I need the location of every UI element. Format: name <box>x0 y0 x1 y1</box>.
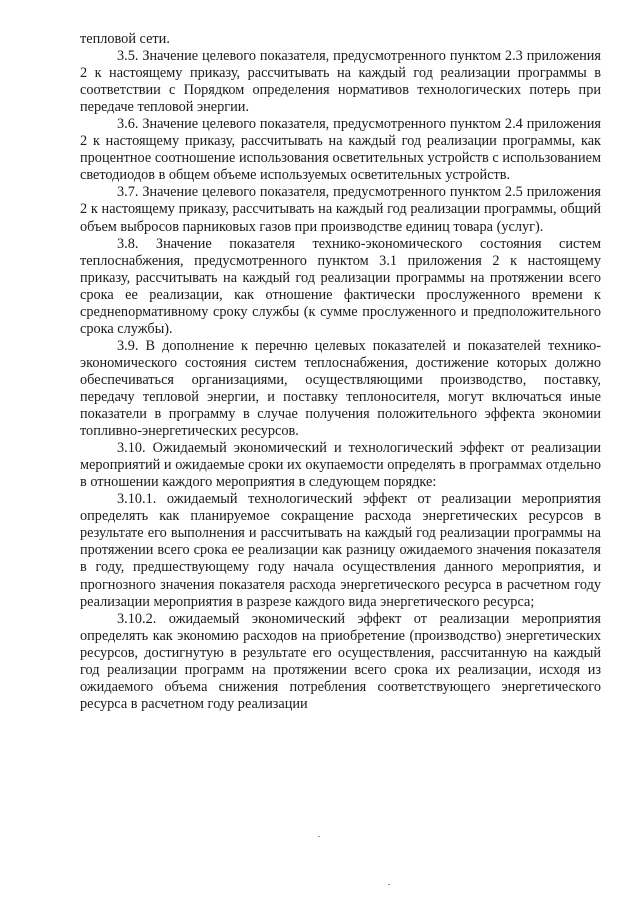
paragraph-3-9: 3.9. В дополнение к перечню целевых показателей и показателей технико-экономического состояния систем теплоснабжения, достижение которых должно обеспечиваться организациями, осуществляющими производство, поставку, передачу тепловой энергии, и поставку теплоносителя, могут включаться иные показатели в программу в случае получения положительного эффекта экономии топливно-энергетических ресурсов. <box>80 337 601 440</box>
scan-speck <box>318 836 320 837</box>
paragraph-3-5: 3.5. Значение целевого показателя, предусмотренного пунктом 2.3 приложения 2 к настоящему приказу, рассчитывать на каждый год реализации программы в соответствии с Порядком определения нормативов технологических потерь при передаче тепловой энергии. <box>80 48 601 116</box>
paragraph-continuation: тепловой сети. <box>80 31 170 47</box>
paragraph-3-10-1: 3.10.1. ожидаемый технологический эффект от реализации мероприятия определять как планируемое сокращение расхода энергетических ресурсов в результате его выполнения и рассчитывать на каждый год реализации программы на протяжении всего срока ее реализации как разницу ожидаемого значения показателя в году, предшествующему году начала осуществления данного мероприятия, и прогнозного значения показателя расхода энергетического ресурса в расчетном году реализации мероприятия в разрезе каждого вида энергетического ресурса; <box>80 491 601 610</box>
paragraph-3-8: 3.8. Значение показателя технико-экономического состояния систем теплоснабжения, предусмотренного пунктом 3.1 приложения 2 к настоящему приказу, рассчитывать на каждый год реализации программы на протяжении всего срока ее реализации, как отношение фактически прослуженного времени к среднenормативному сроку службы (к сумме прослуженного и предположительного срока службы). <box>80 235 601 337</box>
paragraph-3-7: 3.7. Значение целевого показателя, предусмотренного пунктом 2.5 приложения 2 к настоящему приказу, рассчитывать на каждый год реализации программы, общий объем выбросов парниковых газов при производстве единиц товара (услуг). <box>80 184 601 235</box>
scan-speck <box>388 884 390 885</box>
paragraph-3-10: 3.10. Ожидаемый экономический и технологический эффект от реализации мероприятий и ожидаемые сроки их окупаемости определять в программах отдельно в отношении каждого мероприятия в следующем порядке: <box>80 440 601 491</box>
paragraph-3-10-2: 3.10.2. ожидаемый экономический эффект от реализации мероприятия определять как экономию расходов на приобретение (производство) энергетических ресурсов, достигнутую в результате его осуществления, рассчитанную на каждый год реализации программ на протяжении всего срока их реализации, исходя из ожидаемого объема снижения потребления соответствующего энергетического ресурса в расчетном году реализации <box>80 610 601 712</box>
paragraph-3-6: 3.6. Значение целевого показателя, предусмотренного пунктом 2.4 приложения 2 к настоящему приказу, рассчитывать на каждый год реализации программы, как процентное соотношение использования осветительных устройств с использованием светодиодов в общем объеме используемых осветительных устройств. <box>80 116 601 184</box>
document-page <box>80 31 601 713</box>
